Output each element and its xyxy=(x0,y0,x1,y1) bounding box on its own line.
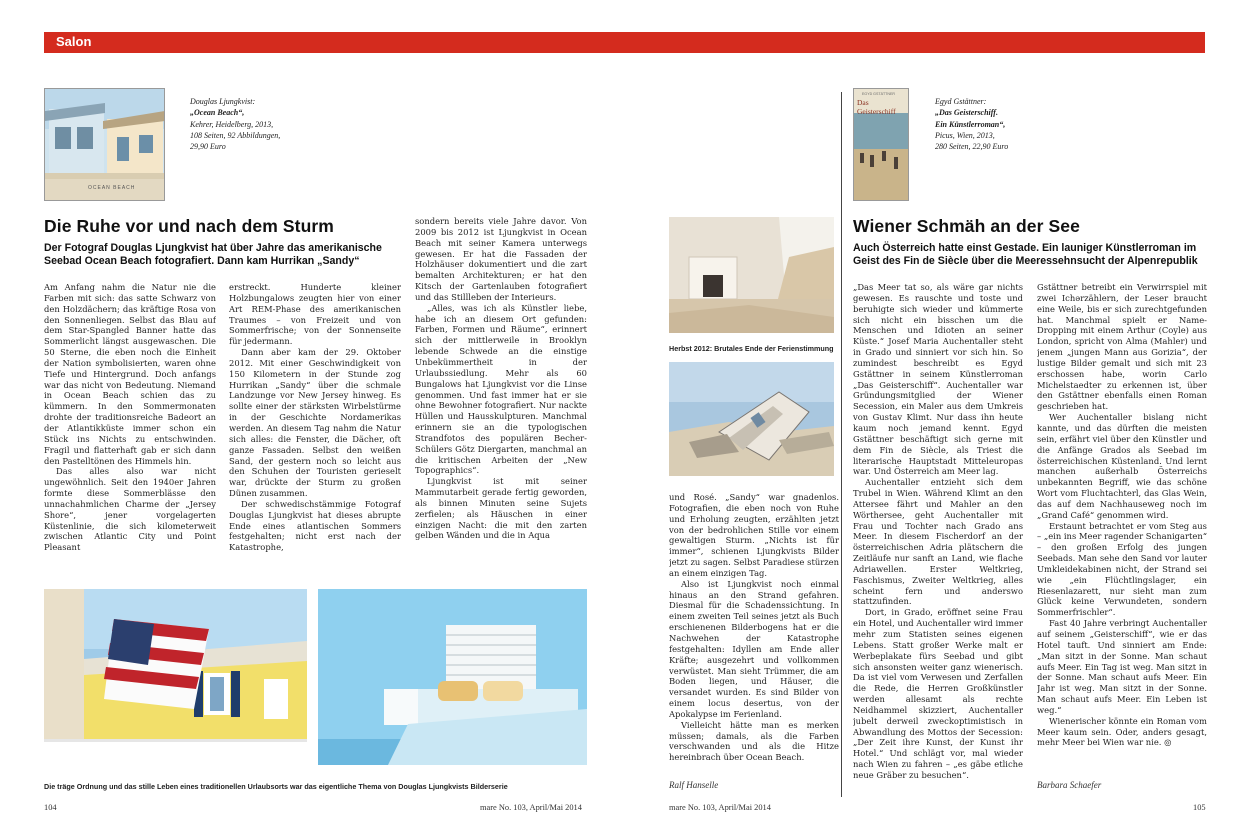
headline-left: Die Ruhe vor und nach dem Sturm xyxy=(44,216,334,236)
paragraph: Fast 40 Jahre verbringt Auchentaller auf seinem „Geisterschiff“, wie er das Hotel tauft. Und sinniert am Ende: „Man sitzt in der Sonne. Man schaut aufs Meer. Ein Tag ist weg. Man sitzt in der Sonne. Man schaut aufs Meer. Ein Jahr ist weg. Man sitzt in der Sonne. Man schaut aufs Meer. Ein Leben ist weg.“ xyxy=(1037,618,1207,715)
photo-collapsed-house xyxy=(669,362,834,476)
book-info-right xyxy=(935,96,1045,152)
photo-caption-bottom: Die träge Ordnung und das stille Leben eines traditionellen Urlaubsorts war das eigentliche Thema von Douglas Ljungkvists Bilderserie xyxy=(44,782,508,791)
column-divider xyxy=(841,92,842,797)
book-subtitle: Ein Künstlerroman“, xyxy=(935,119,1006,129)
page-number-right: 105 xyxy=(1193,803,1206,812)
cover-title-text: OCEAN BEACH xyxy=(88,185,136,191)
paragraph: Auchentaller entzieht sich dem Trubel in Wien. Während Klimt an den Attersee fährt und Mahler an den Wörthersee, geht Auchentaller mit Frau und Tochter nach Grado ans Meer. In diesem Fischerdorf an der österreichischen Adria plätschern die Zeitläufe nur sanft an Land, wie flache Adriawellen. Erster Weltkrieg, Faschismus, Zweiter Weltkrieg, alles scheint fern und anderswo stattzufinden. xyxy=(853,477,1023,607)
paragraph: Am Anfang nahm die Natur nie die Farben mit sich: das satte Schwarz von den Holzdächern; das kräftige Rosa von den Sonnenliegen. Selbst das Blau auf dem Star-Spangled Banner hatte das Sommerlicht längst ausgewaschen. Die 50 Sterne, die eben noch die Einheit der Nation symbolisierten, waren ohne Tiefe und Hintergrund. Doch anfangs war das nicht von Bedeutung. Niemand in Ocean Beach schien das zu kümmern. In den Sommermonaten drohte der traditionsreiche Badeort an der Atlantikküste immer schon ein Stück ins Nichts zu entschwinden. Fragil und flatterhaft gab er sich dann den Pastelltönen des Himmels hin. xyxy=(44,282,216,466)
article-left-col1 xyxy=(44,282,216,582)
paragraph: und Rosé. „Sandy“ war gnadenlos. Fotografien, die eben noch von Ruhe und Erholung zeugten, erzählten jetzt von der bedrohlichen Stille vor einem gewaltigen Sturm. „Nichts ist für immer“, schienen Ljungkvists Bilder jetzt zu sagen. Selbst Paradiese stürzen an einem einzigen Tag. xyxy=(669,492,839,578)
book-info-left xyxy=(190,96,300,152)
book-pages: 280 Seiten, 22,90 Euro xyxy=(935,142,1009,152)
paragraph: Wer Auchentaller bislang nicht kannte, und das dürften die meisten sein, erfährt viel über den Künstler und die Anfänge Grados als Seebad im österreichischen Küstenland. Und lernt manchen außerhalb Österreichs unbekannten Begriff, wie das schöne Wort vom Fluchtachterl, das Glas Wein, das auf dem Nachhauseweg noch im „Grand Café“ genommen wird. xyxy=(1037,412,1207,520)
book-title: „Ocean Beach“, xyxy=(190,108,245,118)
paragraph: erstreckt. Hunderte kleiner Holzbungalows zeugten hier von einer Art REM-Phase des amerikanischen Traumes – von Freizeit und von Sommerfrische; von der Sonnenseite für jedermann. xyxy=(229,282,401,347)
paragraph: „Alles, was ich als Künstler liebe, habe ich an diesem Ort gefunden: Farben, Formen und Räume“, erinnert sich der mittlerweile in Brooklyn lebende Schwede an die einstige Unbekümmertheit in der Urlaubssiedlung. Mehr als 60 Bungalows hat Ljungkvist vor die Linse genommen. Und fast immer hat er sie ohne Bewohner fotografiert. Nur nackte Hüllen und Hausskulpturen. Manchmal erinnern sie an die typologischen Strandfotos des populären Becher-Schülers Götz Diergarten, manchmal an die kritischen Arbeiten der „New Topographics“. xyxy=(415,302,587,476)
paragraph: „Das Meer tat so, als wäre gar nichts gewesen. Es rauschte und toste und beruhigte sich wieder und kümmerte sich nicht ein bisschen um die Menschen und Idioten an seiner Küste.“ Josef Maria Auchentaller steht in Grado und sinniert vor sich hin. So zumindest beschreibt es Egyd Gstättner in seinem Künstlerroman „Das Geisterschiff“. Auchentaller war Gründungsmitglied der Wiener Secession, ein Maler aus dem Umkreis von Gustav Klimt. Nur dass ihn heute kaum noch jemand kennt. Egyd Gstättner beschäftigt sich gerne mit dem Fin de Siècle, als Triest die literarische Hauptstadt Mitteleuropas war. Und Österreich am Meer lag. xyxy=(853,282,1023,477)
book-publisher: Kehrer, Heidelberg, 2013, xyxy=(190,119,274,129)
article-center-col xyxy=(669,492,839,764)
headline-right: Wiener Schmäh an der See xyxy=(853,216,1080,236)
book-publisher: Picus, Wien, 2013, xyxy=(935,130,995,140)
paragraph: Dann aber kam der 29. Oktober 2012. Mit einer Geschwindigkeit von 150 Kilometern in der Stunde zog Hurrikan „Sandy“ über die schmale Landzunge vor New Jersey hinweg. Es sollte einer der stärksten Wirbelstürme in der Geschichte Nordamerikas werden. An diesem Tag nahm die Natur sich alles: die Fenster, die Dächer, oft ganze Fassaden. Selbst den weißen Sand, der gestern noch so leicht aus den Schuhen der Touristen gerieselt war, drückte der Sturm zu großen Dünen zusammen. xyxy=(229,347,401,499)
book-cover-ocean-beach xyxy=(44,88,165,201)
photo-sand-fireplace xyxy=(669,217,834,333)
paragraph: Dort, in Grado, eröffnet seine Frau ein Hotel, und Auchentaller wird immer mehr zum Statisten seines eigenen Lebens. Statt großer Werke malt er Werbeplakate fürs Seebad und gibt sich ansonsten weiter ganz wienerisch. Da ist viel vom Verwesen und Zerfallen die Rede, die Herren Großkünstler werden allesamt als rechte Neidhammel skizziert, Auchentaller jubelt derweil zweckoptimistisch in Abwandlung des Mottos der Secession: „Der Zeit ihre Kunst, der Kunst ihr Hotel.“ Und schlägt vor, mal wieder nach Wien zu fahren – „es gäbe etliche neue Gräber zu besuchen“. xyxy=(853,607,1023,780)
paragraph: Gstättner betreibt ein Verwirrspiel mit zwei Ichərzählern, der Leser braucht eine Weile, bis er sich zurechtgefunden hat. Manchmal spielt er Name-Dropping mit einem Arthur (Coyle) aus London, spricht von Alma (Mahler) und jenem „jungen Mann aus Gorizia“, der lustige Bilder gemalt und sich mit 23 erschossen habe, worin Carlo Michelstaedter zu erkennen ist, über den Gstättner ebenfalls einen Roman geschrieben hat. xyxy=(1037,282,1207,412)
issue-footer-right: mare No. 103, April/Mai 2014 xyxy=(669,803,771,812)
photo-caption-center: Herbst 2012: Brutales Ende der Ferienstimmung xyxy=(669,344,834,353)
cover-author-text: EGYD GSTÄTTNER xyxy=(862,92,895,96)
page-number-left: 104 xyxy=(44,803,57,812)
photo-blue-bedroom xyxy=(318,589,587,765)
paragraph: Der schwedischstämmige Fotograf Douglas Ljungkvist hat dieses abrupte Ende eines atlantischen Sommers festgehalten; nicht erst nach der Katastrophe, xyxy=(229,498,401,553)
paragraph: Erstaunt betrachtet er vom Steg aus – „ein ins Meer ragender Schanigarten“ – den großen Erfolg des jungen Seebads. Man sehe den Sand vor lauter Umkleidekabinen nicht, der Strand sei wie „ein Flüchtlingslager, ein Riesenlazarett, nur sieht man zum Glück keine Verwundeten, sondern Sommerfrischler“. xyxy=(1037,520,1207,618)
paragraph: sondern bereits viele Jahre davor. Von 2009 bis 2012 ist Ljungkvist in Ocean Beach mit seiner Kamera unterwegs gewesen. Er hat die Fassaden der Holzhäuser dokumentiert und die zart bemalten Architekturen; er hat den Kitsch der Gartenlauben fotografiert und das Stillleben der Interieurs. xyxy=(415,216,587,302)
byline-right-article: Barbara Schaefer xyxy=(1037,780,1102,790)
article-right-col2 xyxy=(1037,282,1207,772)
byline-left-article: Ralf Hanselle xyxy=(669,780,719,790)
book-title: „Das Geisterschiff. xyxy=(935,108,998,118)
photo-yellow-house-flag xyxy=(44,589,307,765)
article-left-col3 xyxy=(415,216,587,582)
paragraph: Also ist Ljungkvist noch einmal hinaus an den Strand gefahren. Diesmal für die Schadenssichtung. In einem zweiten Teil seines jetzt als Buch erschienenen Bilderbogens hat er die Nachwehen der Katastrophe festgehalten: Idyllen am Ende aller Kräfte; ausgezehrt und vollkommen verwüstet. Man sieht Trümmer, die am Boden liegen, und Häuser, die versandet wurden. Es sind Bilder von einem locus desertus, von der Apokalypse im Ferienland. xyxy=(669,578,839,719)
section-title: Salon xyxy=(56,34,92,49)
paragraph: Das alles also war nicht ungewöhnlich. Seit den 1940er Jahren formte diese Sommerblässe den unnachahmlichen Charme der „Jersey Shore“, jener vorgelagerten Küstenlinie, die sich kilometerweit zwischen Atlantic City und Point Pleasant xyxy=(44,466,216,553)
cover-title-text: Das Geisterschiff xyxy=(857,98,896,116)
book-pages: 108 Seiten, 92 Abbildungen, xyxy=(190,130,281,140)
article-left-col2 xyxy=(229,282,401,582)
book-author: Douglas Ljungkvist: xyxy=(190,97,256,106)
book-price: 29,90 Euro xyxy=(190,142,226,152)
article-right-col1 xyxy=(853,282,1023,794)
deck-left: Der Fotograf Douglas Ljungkvist hat über Jahre das amerikanische Seebad Ocean Beach fotografiert. Dann kam Hurrikan „Sandy“ xyxy=(44,242,382,268)
issue-footer-left: mare No. 103, April/Mai 2014 xyxy=(480,803,582,812)
section-header-bar xyxy=(44,32,1205,53)
book-cover-geisterschiff xyxy=(853,88,909,201)
book-author: Egyd Gstättner: xyxy=(935,97,987,106)
paragraph: Ljungkvist ist mit seiner Mammutarbeit gerade fertig geworden, als binnen Minuten seine Sujets zerfielen; als Häuschen in einer einzigen Nacht: die mit den zarten gelben Wänden und die in Aqua xyxy=(415,476,587,541)
paragraph: Vielleicht hätte man es merken müssen; damals, als die Farben verschwanden und als die Hitze hereinbrach über Ocean Beach. xyxy=(669,719,839,763)
deck-right: Auch Österreich hatte einst Gestade. Ein launiger Künstlerroman im Geist des Fin de Siècle über die Meeressehnsucht der Alpenrepublik xyxy=(853,242,1198,268)
paragraph: Wienerischer könnte ein Roman vom Meer kaum sein. Oder, anders gesagt, mehr Meer bei Wien war nie. ◎ xyxy=(1037,715,1207,748)
